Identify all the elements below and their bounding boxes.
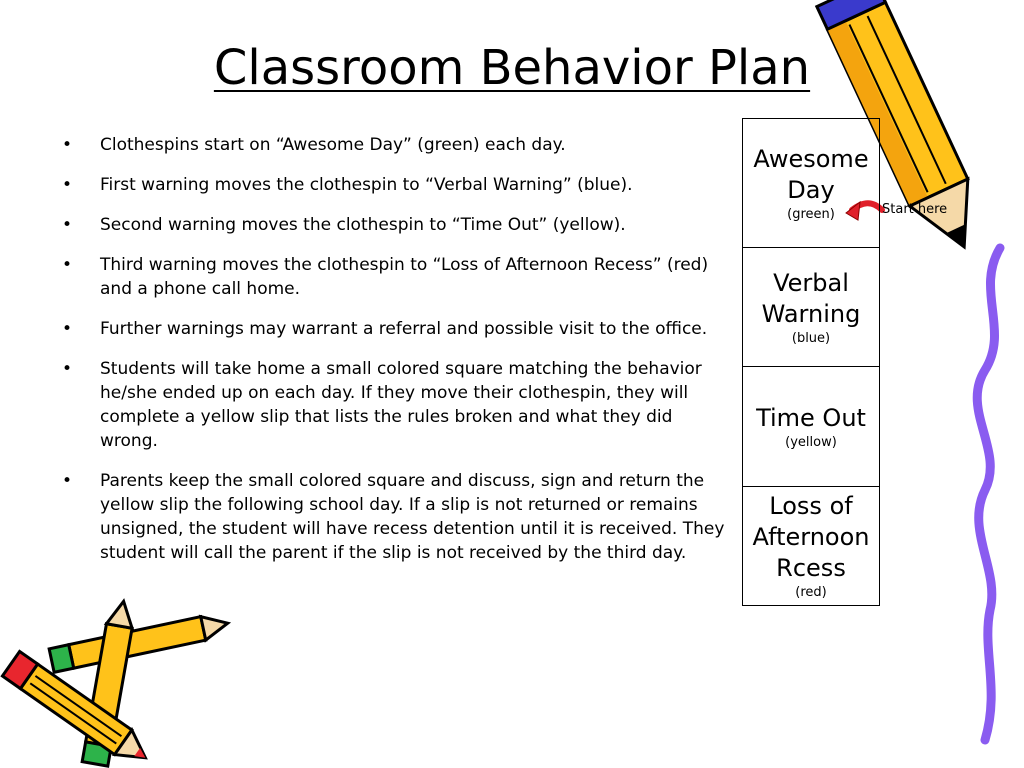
level-label-line2: Day	[787, 175, 835, 204]
bullet-marker: •	[62, 471, 73, 491]
behavior-chart	[742, 118, 880, 606]
list-item	[62, 213, 730, 237]
chart-level-loss-of-recess	[743, 487, 879, 606]
bullet-marker: •	[62, 135, 73, 155]
bullet-marker: •	[62, 319, 73, 339]
level-label-line1: Loss of	[769, 492, 853, 520]
bullet-list	[62, 133, 730, 581]
bullet-text: Third warning moves the clothespin to “Loss of Afternoon Recess” (red) and a phone call home.	[100, 255, 709, 299]
list-item	[62, 317, 730, 341]
bullet-marker: •	[62, 359, 73, 379]
page-title: Classroom Behavior Plan	[213, 40, 811, 96]
chart-level-awesome-day	[743, 119, 879, 248]
bullet-marker: •	[62, 215, 73, 235]
bullet-text: Parents keep the small colored square and discuss, sign and return the yellow slip the following school day. If a slip is not returned or remains unsigned, the student will have recess detention until it is received. They student will call the parent if the slip is not received by the third day.	[100, 471, 725, 563]
list-item	[62, 469, 730, 565]
level-label-line1: Time Out	[756, 403, 866, 432]
bullet-text: Further warnings may warrant a referral and possible visit to the office.	[100, 319, 708, 339]
list-item	[62, 133, 730, 157]
level-color-note: (blue)	[791, 330, 831, 346]
level-color-note: (green)	[787, 206, 835, 222]
list-item	[62, 253, 730, 301]
list-item	[62, 173, 730, 197]
bullet-marker: •	[62, 255, 73, 275]
level-label-line2: Afternoon	[752, 523, 870, 551]
bullet-text: First warning moves the clothespin to “Verbal Warning” (blue).	[100, 175, 633, 195]
bullet-text: Students will take home a small colored square matching the behavior he/she ended up on each day. If they move their clothespin, they will complete a yellow slip that lists the rules broken and what they did wrong.	[100, 359, 702, 451]
level-color-note: (yellow)	[785, 434, 837, 450]
level-label-line3: Rcess	[776, 554, 846, 582]
bullet-marker: •	[62, 175, 73, 195]
chart-level-time-out	[743, 367, 879, 487]
list-item	[62, 357, 730, 453]
start-here-label: Start here	[882, 202, 948, 217]
level-color-note: (red)	[795, 585, 827, 600]
bullet-text: Clothespins start on “Awesome Day” (green) each day.	[100, 135, 566, 155]
level-label-line1: Awesome	[753, 144, 869, 173]
chart-level-verbal-warning	[743, 248, 879, 367]
level-label-line1: Verbal	[773, 268, 849, 297]
level-label-line2: Warning	[761, 299, 861, 328]
bullet-text: Second warning moves the clothespin to “Time Out” (yellow).	[100, 215, 626, 235]
